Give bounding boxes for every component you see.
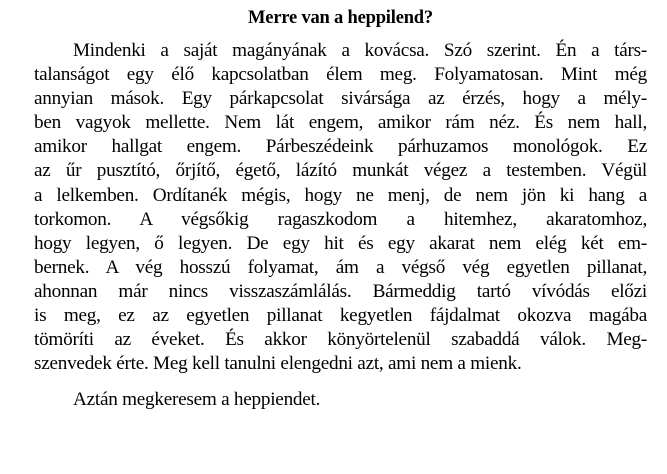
paragraph-2: Aztán megkeresem a heppiendet. (73, 389, 321, 411)
text-line: is meg, ez az egyetlen pillanat kegyetlen fájdalmat okozva magába (34, 305, 647, 327)
paragraph-1 (34, 39, 647, 376)
text-line: annyian mások. Egy párkapcsolat sivársága az érzés, hogy a mély- (34, 88, 647, 110)
document-page (34, 0, 647, 412)
text-line: tömöríti az éveket. És akkor könyörtelenül szabaddá válok. Meg- (34, 329, 647, 351)
text-line: ben vagyok mellette. Nem lát engem, amikor rám néz. És nem hall, (34, 112, 647, 134)
text-line: hogy legyen, ő legyen. De egy hit és egy akarat nem elég két em- (34, 232, 647, 254)
document-title: Merre van a heppilend? (248, 8, 433, 28)
text-line: szenvedek érte. Meg kell tanulni elengedni azt, ami nem a mienk. (34, 353, 522, 375)
text-line: bernek. A vég hosszú folyamat, ám a végső vég egyetlen pillanat, (34, 256, 647, 278)
text-line: ahonnan már nincs visszaszámlálás. Bármeddig tartó vívódás előzi (34, 280, 647, 302)
text-line: Mindenki a saját magányának a kovácsa. Szó szerint. Én a társ- (73, 40, 647, 61)
text-line: a lelkemben. Ordítanék mégis, hogy ne menj, de nem jön ki hang a (34, 184, 647, 206)
text-line: amikor hallgat engem. Párbeszédeink párhuzamos monológok. Ez (34, 136, 647, 158)
text-line: torkomon. A végsőkig ragaszkodom a hitemhez, akaratomhoz, (34, 208, 647, 230)
text-line: talanságot egy élő kapcsolatban élem meg. Folyamatosan. Mint még (34, 64, 647, 86)
text-line: az űr pusztító, őrjítő, égető, lázító munkát végez a testemben. Végül (34, 160, 647, 182)
